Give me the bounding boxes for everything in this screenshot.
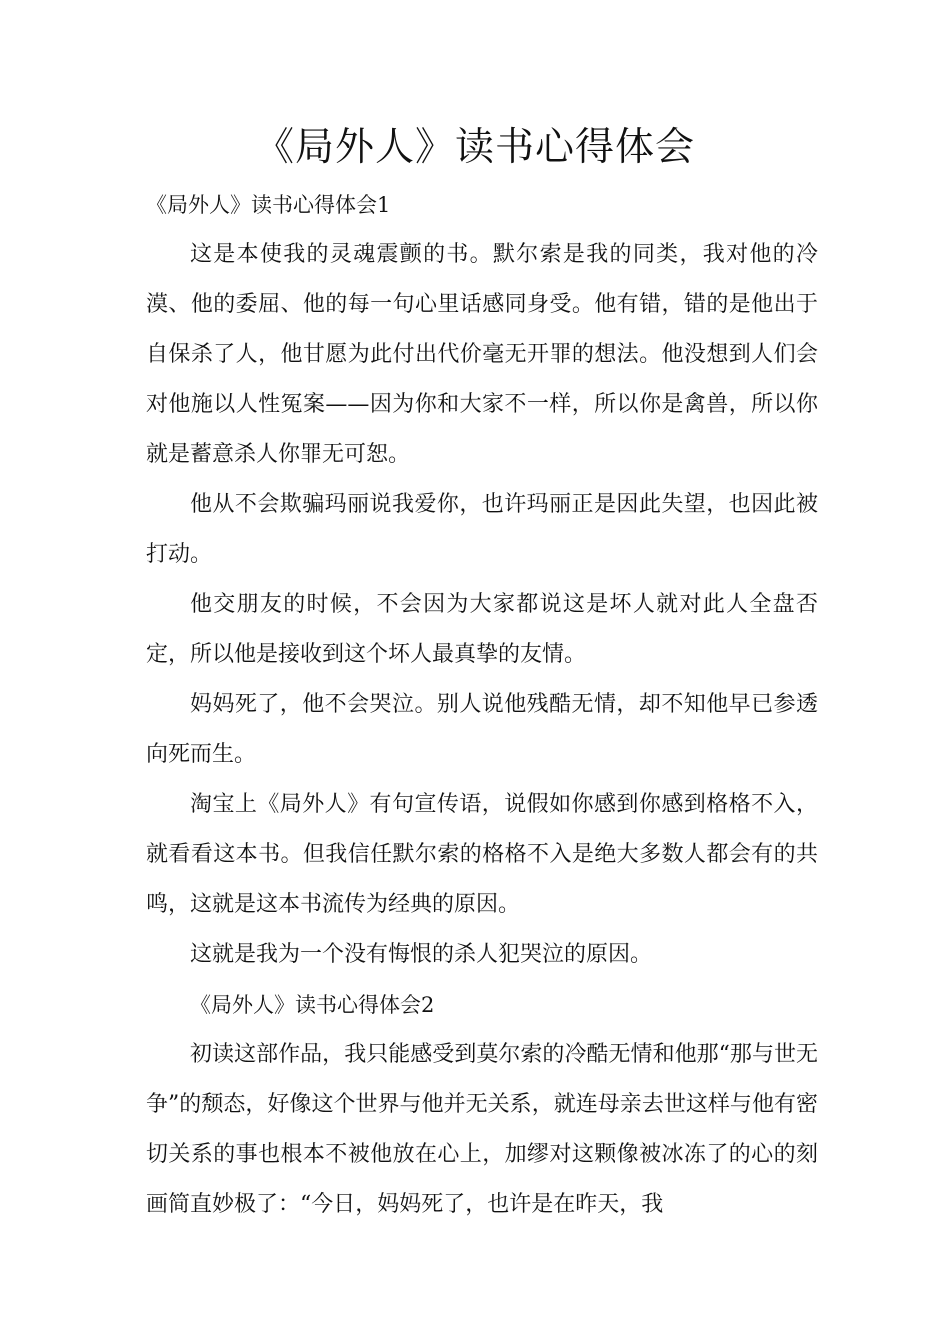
paragraph: 淘宝上《局外人》有句宣传语，说假如你感到你感到格格不入，就看看这本书。但我信任默尔索的格格不入是绝大多数人都会有的共鸣，这就是这本书流传为经典的原因。 [146,792,818,917]
paragraph: 初读这部作品，我只能感受到莫尔索的冷酷无情和他那“那与世无争”的颓态，好像这个世界与他并无关系，就连母亲去世这样与他有密切关系的事也根本不被他放在心上，加缪对这颗像被冰冻了的心的刻画简直妙极了：“今日，妈妈死了，也许是在昨天，我 [146,1042,818,1217]
document-body [146,180,818,1230]
paragraph: 妈妈死了，他不会哭泣。别人说他残酷无情，却不知他早已参透向死而生。 [146,692,818,767]
paragraph: 他交朋友的时候，不会因为大家都说这是坏人就对此人全盘否定，所以他是接收到这个坏人最真挚的友情。 [146,592,818,667]
paragraph: 他从不会欺骗玛丽说我爱你，也许玛丽正是因此失望，也因此被打动。 [146,492,818,567]
section-heading-1: 《局外人》读书心得体会1 [146,193,391,217]
paragraph: 这就是我为一个没有悔恨的杀人犯哭泣的原因。 [190,942,653,967]
section-heading-2: 《局外人》读书心得体会2 [190,993,435,1017]
document-title: 《局外人》读书心得体会 [254,125,695,170]
paragraph: 这是本使我的灵魂震颤的书。默尔索是我的同类，我对他的冷漠、他的委屈、他的每一句心里话感同身受。他有错，错的是他出于自保杀了人，他甘愿为此付出代价毫无开罪的想法。他没想到人们会对他施以人性冤案——因为你和大家不一样，所以你是禽兽，所以你就是蓄意杀人你罪无可恕。 [146,242,818,467]
